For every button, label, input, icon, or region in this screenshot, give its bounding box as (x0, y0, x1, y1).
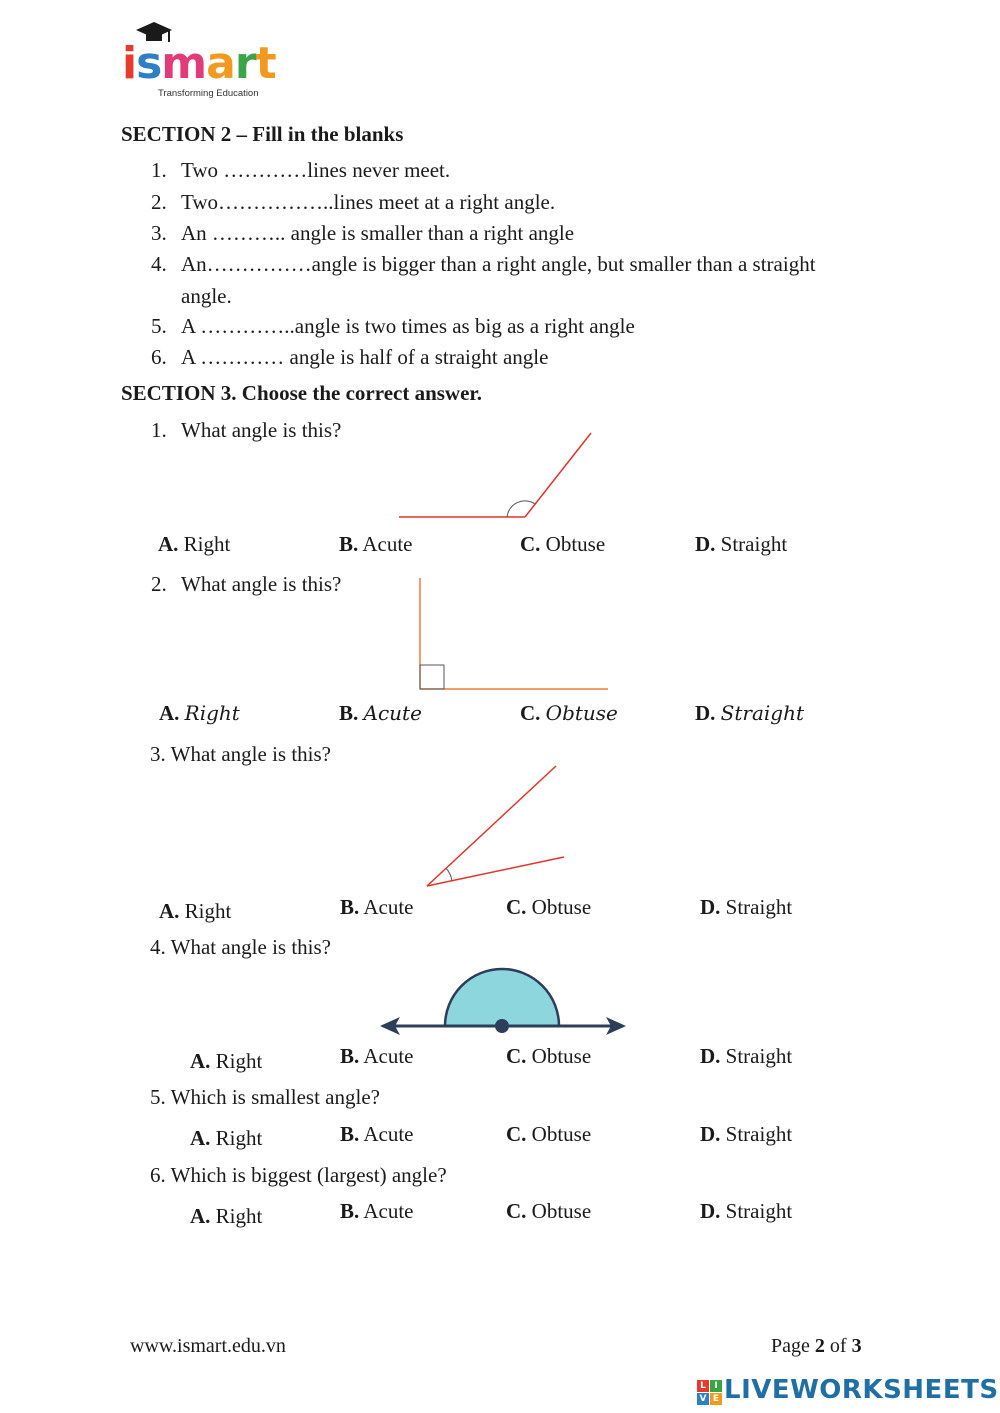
logo-tagline: Transforming Education (158, 88, 259, 99)
question-number: 1. (151, 418, 167, 442)
section2-item-4-cont: angle. (181, 284, 232, 308)
acute-angle-figure (420, 760, 570, 890)
option-text: Acute (362, 532, 413, 556)
option-text: Right (184, 899, 232, 923)
question-text: What angle is this? (170, 935, 331, 959)
option-text: Straight (725, 1044, 793, 1068)
option-letter: C. (520, 701, 541, 725)
q4-option-c[interactable] (506, 1044, 591, 1069)
option-letter: D. (700, 1044, 721, 1068)
angle-lower-arm (427, 857, 564, 886)
option-letter: B. (340, 895, 360, 919)
option-text: Obtuse (531, 1199, 592, 1223)
section2-item-5 (151, 314, 635, 339)
q2-option-b[interactable] (339, 701, 422, 726)
option-letter: A. (190, 1126, 211, 1150)
angle-arm-line (525, 433, 591, 517)
question-number: 3. (150, 742, 166, 766)
vertex-dot (495, 1019, 509, 1033)
q3-option-c[interactable] (506, 895, 591, 920)
angle-arc (446, 868, 452, 881)
item-number: 5. (151, 314, 167, 338)
question-text: What angle is this? (181, 572, 342, 596)
option-text: Acute (363, 1122, 414, 1146)
q5-option-d[interactable] (700, 1122, 792, 1147)
option-text: Right (183, 532, 231, 556)
logo-letter-m: m (161, 38, 207, 89)
section2-item-1 (151, 158, 450, 183)
item-number: 2. (151, 190, 167, 214)
option-letter: D. (700, 1199, 721, 1223)
item-text: A …………..angle is two times as big as a right angle (181, 314, 635, 338)
option-letter: D. (700, 895, 721, 919)
q3-option-d[interactable] (700, 895, 792, 920)
page-current: 2 (814, 1335, 825, 1357)
q4-option-a[interactable] (190, 1049, 262, 1074)
option-letter: A. (159, 701, 180, 725)
question-number: 2. (151, 572, 167, 596)
q1-option-d[interactable] (695, 532, 787, 557)
question-text: What angle is this? (170, 742, 331, 766)
section2-title: SECTION 2 – Fill in the blanks (121, 122, 404, 146)
question-text: What angle is this? (181, 418, 342, 442)
item-text: Two …………lines never meet. (181, 158, 451, 182)
item-number: 4. (151, 252, 167, 276)
item-text: Two……………..lines meet at a right angle. (181, 190, 556, 214)
q6-option-d[interactable] (700, 1199, 792, 1224)
question-2 (151, 572, 341, 597)
icon-tile-e: E (710, 1393, 722, 1405)
icon-tile-l: L (697, 1380, 709, 1392)
option-text: Obtuse (531, 1044, 592, 1068)
question-number: 4. (150, 935, 166, 959)
q5-option-a[interactable] (190, 1126, 262, 1151)
option-letter: A. (159, 899, 180, 923)
option-text: Straight (725, 895, 793, 919)
footer-website[interactable]: www.ismart.edu.vn (130, 1335, 286, 1357)
option-letter: C. (506, 1122, 527, 1146)
logo-letter-t: t (255, 38, 276, 89)
q4-option-d[interactable] (700, 1044, 792, 1069)
item-number: 3. (151, 221, 167, 245)
question-5 (150, 1085, 380, 1110)
q3-option-b[interactable] (340, 895, 414, 920)
option-text: Straight (720, 701, 805, 725)
icon-tile-v: V (697, 1393, 709, 1405)
right-angle-marker (420, 665, 444, 689)
q1-option-c[interactable] (520, 532, 605, 557)
question-4 (150, 935, 331, 960)
section3-title: SECTION 3. Choose the correct answer. (121, 381, 483, 405)
obtuse-angle-figure (395, 428, 605, 528)
option-text: Straight (725, 1199, 793, 1223)
option-letter: D. (700, 1122, 721, 1146)
liveworksheets-watermark (697, 1375, 999, 1410)
q2-option-d[interactable] (695, 701, 804, 726)
logo-letter-a: a (206, 38, 235, 89)
option-letter: A. (158, 532, 179, 556)
option-letter: D. (695, 701, 716, 725)
logo-letter-s: s (136, 38, 162, 89)
option-text: Obtuse (545, 532, 606, 556)
page-prefix: Page (771, 1335, 810, 1357)
item-text: A ………… angle is half of a straight angle (181, 345, 549, 369)
straight-angle-figure (378, 964, 628, 1036)
option-letter: A. (190, 1049, 211, 1073)
item-text: An ……….. angle is smaller than a right angle (181, 221, 575, 245)
option-letter: B. (340, 1199, 360, 1223)
option-text: Right (215, 1204, 263, 1228)
page-of: of (829, 1335, 847, 1357)
right-angle-figure (412, 574, 612, 694)
q1-option-b[interactable] (339, 532, 413, 557)
option-letter: D. (695, 532, 716, 556)
question-3 (150, 742, 331, 767)
option-text: Right (215, 1049, 263, 1073)
logo-wordmark (122, 40, 276, 88)
option-text: Acute (363, 1199, 414, 1223)
option-letter: C. (506, 1044, 527, 1068)
q5-option-b[interactable] (340, 1122, 414, 1147)
question-text: Which is smallest angle? (170, 1085, 380, 1109)
option-text: Acute (363, 895, 414, 919)
q6-option-c[interactable] (506, 1199, 591, 1224)
option-text: Obtuse (531, 1122, 592, 1146)
option-letter: B. (340, 1044, 360, 1068)
option-text: Right (184, 701, 240, 725)
q3-option-a[interactable] (159, 899, 231, 924)
liveworksheets-icon (697, 1380, 723, 1406)
q2-option-c[interactable] (520, 701, 618, 726)
section2-item-3 (151, 221, 574, 246)
option-letter: C. (506, 1199, 527, 1223)
ismart-logo (118, 18, 276, 102)
q6-option-a[interactable] (190, 1204, 262, 1229)
q4-option-b[interactable] (340, 1044, 414, 1069)
q1-option-a[interactable] (158, 532, 230, 557)
option-letter: A. (190, 1204, 211, 1228)
section2-item-2 (151, 190, 555, 215)
item-number: 6. (151, 345, 167, 369)
section2-item-4 (151, 252, 816, 277)
q5-option-c[interactable] (506, 1122, 591, 1147)
question-number: 6. (150, 1163, 166, 1187)
section2-item-6 (151, 345, 548, 370)
option-letter: C. (520, 532, 541, 556)
footer-page-number (771, 1335, 862, 1358)
item-number: 1. (151, 158, 167, 182)
logo-letter-r: r (234, 38, 256, 89)
option-text: Straight (725, 1122, 793, 1146)
question-1 (151, 418, 341, 443)
option-text: Acute (363, 1044, 414, 1068)
page-total: 3 (851, 1335, 862, 1357)
option-text: Obtuse (531, 895, 592, 919)
option-letter: C. (506, 895, 527, 919)
item-text: An……………angle is bigger than a right angle, but smaller than a straight (181, 252, 816, 276)
icon-tile-i: I (710, 1380, 722, 1392)
q2-option-a[interactable] (159, 701, 240, 726)
option-letter: B. (340, 1122, 360, 1146)
option-letter: B. (339, 532, 359, 556)
semicircle-shape (445, 969, 559, 1026)
option-text: Acute (363, 701, 422, 725)
option-text: Straight (720, 532, 788, 556)
option-text: Obtuse (545, 701, 618, 725)
option-letter: B. (339, 701, 359, 725)
option-text: Right (215, 1126, 263, 1150)
liveworksheets-text: LIVEWORKSHEETS (724, 1375, 999, 1405)
question-number: 5. (150, 1085, 166, 1109)
logo-letter-i: i (122, 38, 137, 89)
q6-option-b[interactable] (340, 1199, 414, 1224)
question-6 (150, 1163, 447, 1188)
question-text: Which is biggest (largest) angle? (170, 1163, 447, 1187)
